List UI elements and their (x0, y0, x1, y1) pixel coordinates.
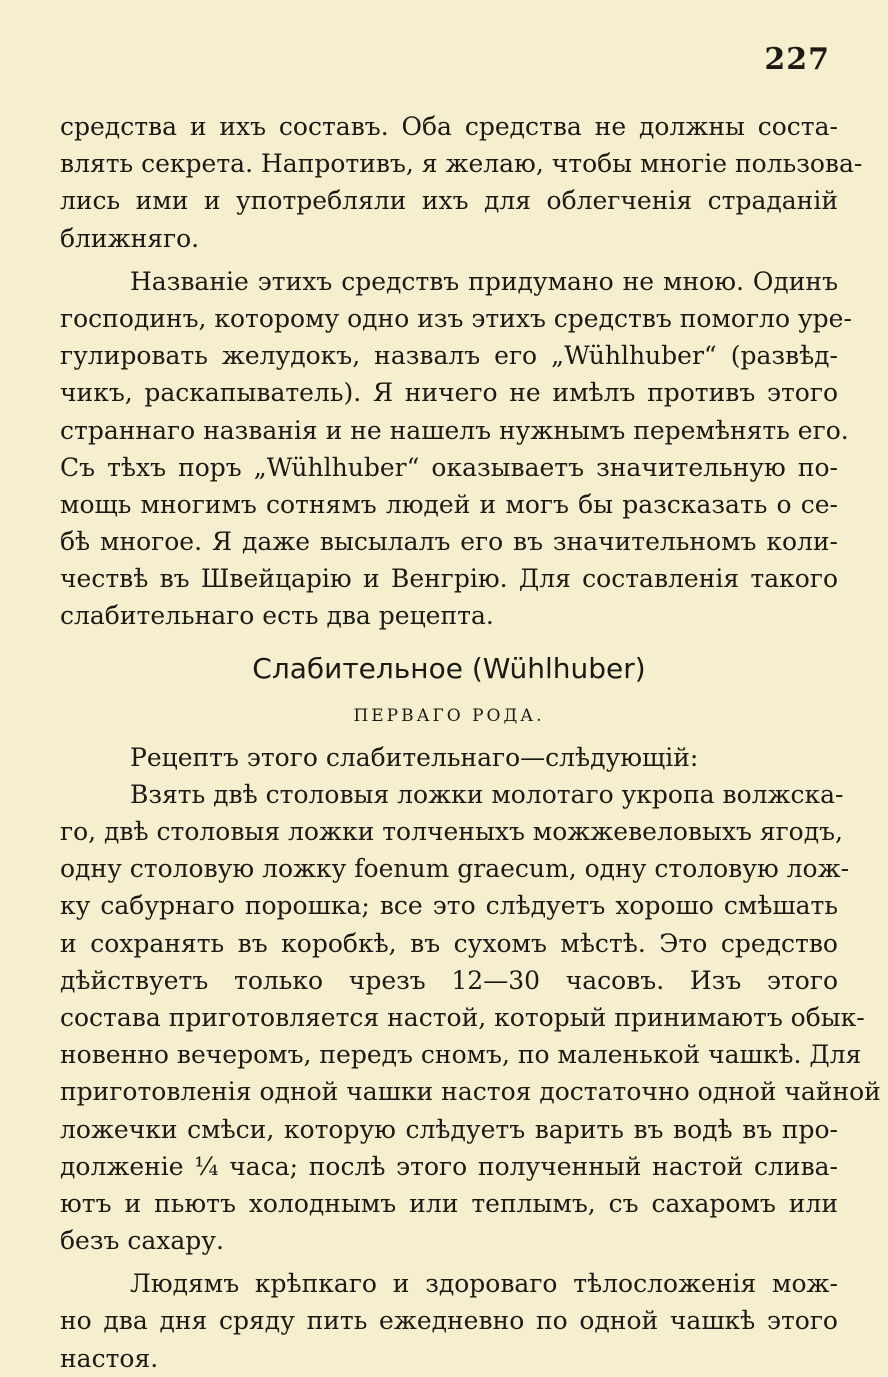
text-line: дѣйствуетъ только чрезъ 12—30 часовъ. Изъ этого (60, 965, 838, 995)
text-line: ку сабурнаго порошка; все это слѣдуетъ хорошо смѣшать (60, 891, 838, 921)
paragraph-1 (60, 108, 863, 257)
text-line: но два дня сряду пить ежедневно по одной чашкѣ этого (60, 1306, 838, 1336)
text-line: чикъ, раскапыватель). Я ничего не имѣлъ противъ этого (60, 378, 838, 408)
text-line: чествѣ въ Швейцарію и Венгрію. Для составленія такого (60, 564, 838, 594)
text-line: одну столовую ложку foenum graecum, одну столовую лож- (60, 854, 850, 884)
text-line: влять секрета. Напротивъ, я желаю, чтобы многіе пользова- (60, 149, 863, 179)
text-line: приготовленія одной чашки настоя достаточно одной чайной (60, 1077, 881, 1107)
text-line: средства и ихъ составъ. Оба средства не должны соста- (60, 112, 838, 141)
recipe-intro (60, 739, 838, 776)
text-line: мощь многимъ сотнямъ людей и могъ бы разсказать о се- (60, 489, 838, 519)
text-line: страннаго названія и не нашелъ нужнымъ перемѣнять его. (60, 415, 849, 445)
text-line: бѣ многое. Я даже высылалъ его въ значительномъ коли- (60, 527, 838, 557)
text-line: гулировать желудокъ, назвалъ его „Wühlhuber“ (развѣд- (60, 341, 838, 371)
recipe-body (60, 776, 881, 1259)
text-line: новенно вечеромъ, передъ сномъ, по маленькой чашкѣ. Для (60, 1040, 862, 1070)
text-line: долженіе ¼ часа; послѣ этого полученный настой слива- (60, 1151, 838, 1181)
text-line: ближняго. (60, 223, 200, 253)
text-line: Людямъ крѣпкаго и здороваго тѣлосложенія мож- (130, 1269, 838, 1299)
text-line: Съ тѣхъ поръ „Wühlhuber“ оказываетъ значительную по- (60, 452, 838, 482)
text-line: состава приготовляется настой, который принимаютъ обык- (60, 1002, 865, 1032)
text-line: Рецептъ этого слабительнаго—слѣдующій: (130, 742, 699, 772)
page-number: 227 (764, 42, 830, 77)
section-heading: Слабительное (Wühlhuber) (252, 651, 646, 685)
text-line: ложечки смѣси, которую слѣдуетъ варить въ водѣ въ про- (60, 1114, 838, 1144)
text-line: господинъ, которому одно изъ этихъ средствъ помогло уре- (60, 303, 852, 333)
text-line: го, двѣ столовыя ложки толченыхъ можжевеловыхъ ягодъ, (60, 817, 843, 846)
text-line: Названіе этихъ средствъ придумано не мною. Одинъ (130, 266, 838, 296)
paragraph-dosage (60, 1265, 838, 1377)
text-line: лись ими и употребляли ихъ для облегченія страданій (60, 186, 838, 216)
text-line: безъ сахару. (60, 1226, 224, 1256)
section-subheading: ПЕРВАГО РОДА. (353, 705, 545, 726)
text-line: Взять двѣ столовыя ложки молотаго укропа волжска- (130, 779, 844, 809)
text-line: слабительнаго есть два рецепта. (60, 601, 494, 631)
paragraph-2 (60, 263, 852, 635)
text-line: ютъ и пьютъ холоднымъ или теплымъ, съ сахаромъ или (60, 1188, 838, 1218)
text-line: и сохранять въ коробкѣ, въ сухомъ мѣстѣ. Это средство (60, 928, 838, 958)
text-line: настоя. (60, 1343, 159, 1373)
